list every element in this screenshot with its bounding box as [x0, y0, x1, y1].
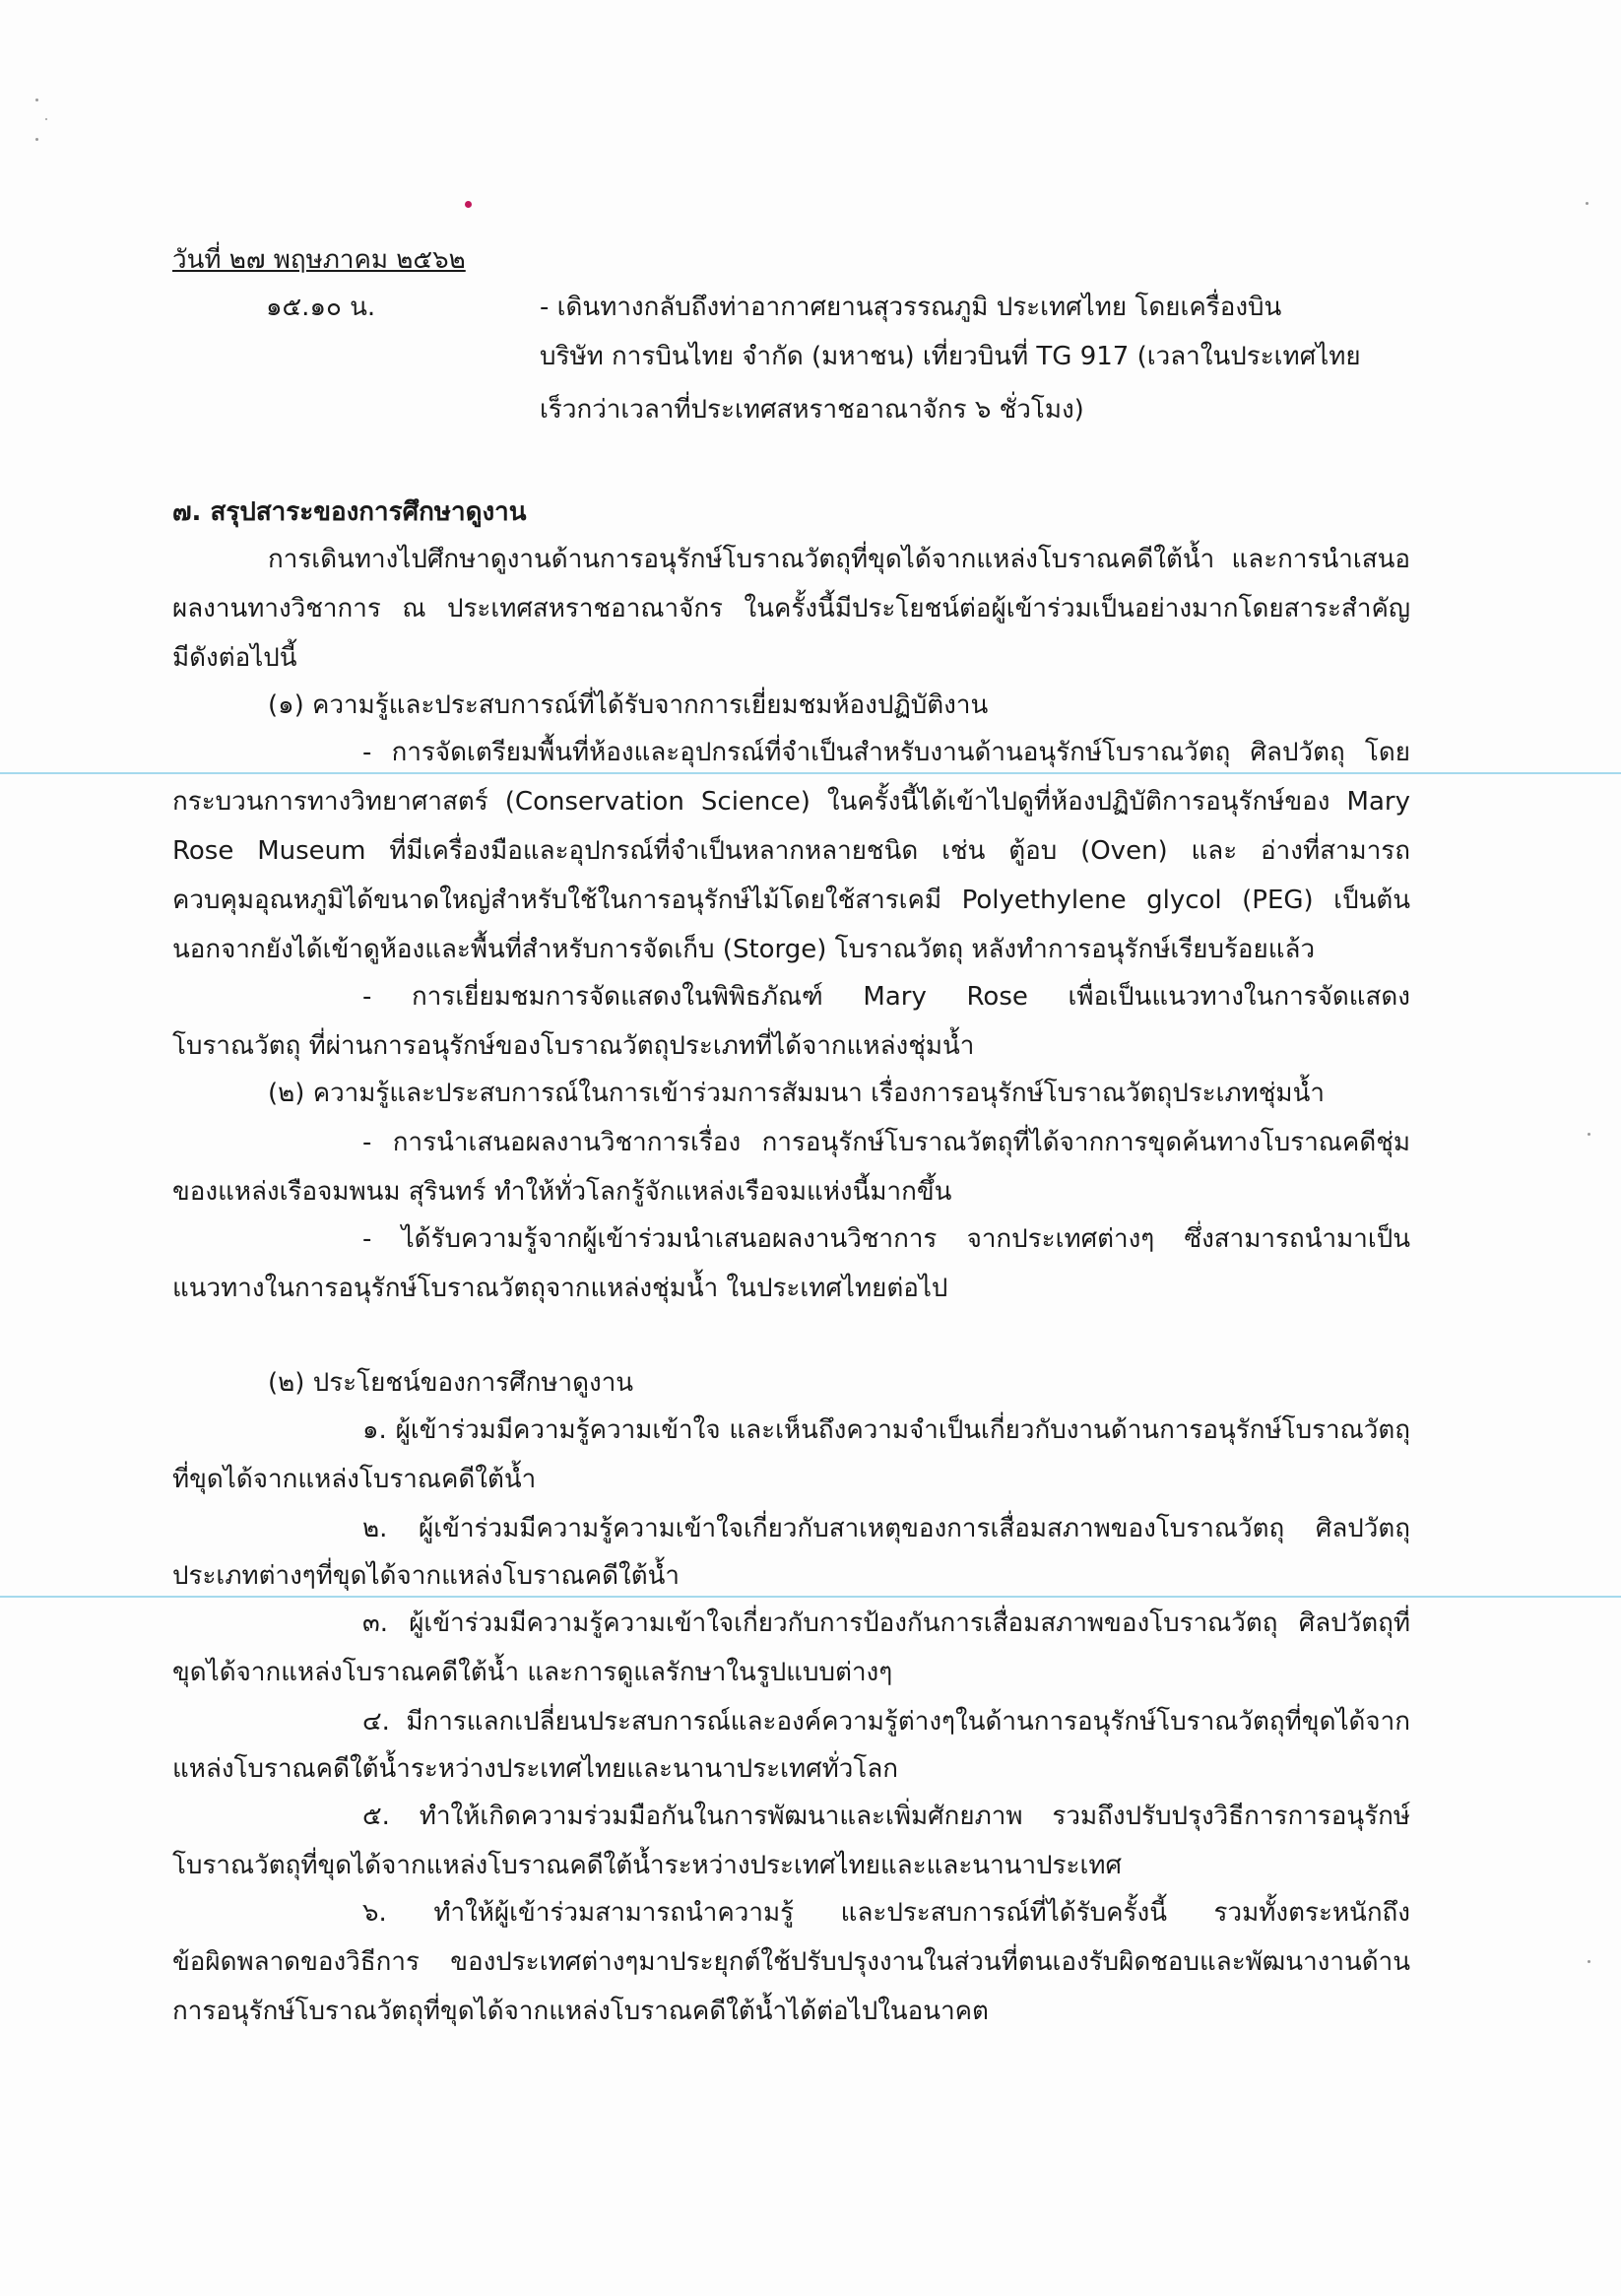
paragraph-line: Rose Museum ที่มีเครื่องมือและอุปกรณ์ที่จำเป็นหลากหลายชนิด เช่น ตู้อบ (Oven) และ อ่างที่สามารถ	[172, 836, 1410, 866]
paragraph-line: - ได้รับความรู้จากผู้เข้าร่วมนำเสนอผลงานวิชาการ จากประเทศต่างๆ ซึ่งสามารถนำมาเป็น	[362, 1224, 1410, 1254]
paragraph-line: ควบคุมอุณหภูมิได้ขนาดใหญ่สำหรับใช้ในการอนุรักษ์ไม้โดยใช้สารเคมี Polyethylene glycol (PEG) เป็นต้น	[172, 886, 1410, 915]
scan-speck	[1588, 1133, 1590, 1136]
schedule-line: - เดินทางกลับถึงท่าอากาศยานสุวรรณภูมิ ประเทศไทย โดยเครื่องบิน	[540, 293, 1282, 322]
date-heading: วันที่ ๒๗ พฤษภาคม ๒๕๖๒	[172, 245, 466, 275]
schedule-line: เร็วกว่าเวลาที่ประเทศสหราชอาณาจักร ๖ ชั่วโมง)	[540, 395, 1084, 425]
scan-speck	[45, 118, 47, 120]
paragraph-line: มีดังต่อไปนี้	[172, 643, 297, 673]
subsection-heading: (๑) ความรู้และประสบการณ์ที่ได้รับจากการเยี่ยมชมห้องปฏิบัติงาน	[268, 690, 989, 720]
paragraph-line: ของแหล่งเรือจมพนม สุรินทร์ ทำให้ทั่วโลกรู้จักแหล่งเรือจมแห่งนี้มากขึ้น	[172, 1177, 952, 1207]
paragraph-line: การเดินทางไปศึกษาดูงานด้านการอนุรักษ์โบราณวัตถุที่ขุดได้จากแหล่งโบราณคดีใต้น้ำ และการนำเสนอ	[268, 545, 1410, 574]
section-heading: ๗. สรุปสาระของการศึกษาดูงาน	[172, 497, 527, 527]
benefit-line: ๑. ผู้เข้าร่วมมีความรู้ความเข้าใจ และเห็นถึงความจำเป็นเกี่ยวกับงานด้านการอนุรักษ์โบราณวัตถุ	[362, 1415, 1410, 1445]
subsection-heading: (๒) ประโยชน์ของการศึกษาดูงาน	[268, 1368, 634, 1398]
benefit-line: ๒. ผู้เข้าร่วมมีความรู้ความเข้าใจเกี่ยวกับสาเหตุของการเสื่อมสภาพของโบราณวัตถุ ศิลปวัตถุ	[362, 1514, 1410, 1543]
scan-speck	[35, 138, 38, 141]
paragraph-line: - การจัดเตรียมพื้นที่ห้องและอุปกรณ์ที่จำเป็นสำหรับงานด้านอนุรักษ์โบราณวัตถุ ศิลปวัตถุ โดย	[362, 738, 1410, 767]
scan-speck	[1586, 202, 1589, 205]
benefit-line: โบราณวัตถุที่ขุดได้จากแหล่งโบราณคดีใต้น้ำระหว่างประเทศไทยและและนานาประเทศ	[172, 1851, 1123, 1880]
schedule-time: ๑๕.๑๐ น.	[266, 293, 376, 322]
paragraph-line: - การเยี่ยมชมการจัดแสดงในพิพิธภัณฑ์ Mary Rose เพื่อเป็นแนวทางในการจัดแสดง	[362, 982, 1410, 1012]
benefit-line: ประเภทต่างๆที่ขุดได้จากแหล่งโบราณคดีใต้น้ำ	[172, 1561, 680, 1591]
paragraph-line: แนวทางในการอนุรักษ์โบราณวัตถุจากแหล่งชุ่มน้ำ ในประเทศไทยต่อไป	[172, 1274, 948, 1303]
paragraph-line: ผลงานทางวิชาการ ณ ประเทศสหราชอาณาจักร ในครั้งนี้มีประโยชน์ต่อผู้เข้าร่วมเป็นอย่างมากโดยสาระสำคัญ	[172, 594, 1410, 623]
benefit-line: ๖. ทำให้ผู้เข้าร่วมสามารถนำความรู้ และประสบการณ์ที่ได้รับครั้งนี้ รวมทั้งตระหนักถึง	[362, 1898, 1410, 1928]
scan-speck	[1588, 1960, 1590, 1963]
benefit-line: ที่ขุดได้จากแหล่งโบราณคดีใต้น้ำ	[172, 1465, 537, 1494]
scan-speck	[35, 98, 38, 101]
paragraph-line: โบราณวัตถุ ที่ผ่านการอนุรักษ์ของโบราณวัตถุประเภทที่ได้จากแหล่งชุ่มน้ำ	[172, 1031, 975, 1061]
schedule-line: บริษัท การบินไทย จำกัด (มหาชน) เที่ยวบินที่ TG 917 (เวลาในประเทศไทย	[540, 342, 1361, 371]
benefit-line: ๕. ทำให้เกิดความร่วมมือกันในการพัฒนาและเพิ่มศักยภาพ รวมถึงปรับปรุงวิธีการการอนุรักษ์	[362, 1802, 1410, 1831]
subsection-heading: (๒) ความรู้และประสบการณ์ในการเข้าร่วมการสัมมนา เรื่องการอนุรักษ์โบราณวัตถุประเภทชุ่มน้ำ	[268, 1079, 1325, 1108]
paragraph-line: กระบวนการทางวิทยาศาสตร์ (Conservation Science) ในครั้งนี้ได้เข้าไปดูที่ห้องปฏิบัติการอนุรักษ์ของ Mary	[172, 787, 1410, 817]
paragraph-line: - การนำเสนอผลงานวิชาการเรื่อง การอนุรักษ์โบราณวัตถุที่ได้จากการขุดค้นทางโบราณคดีชุ่ม	[362, 1128, 1410, 1157]
benefit-line: ข้อผิดพลาดของวิธีการ ของประเทศต่างๆมาประยุกต์ใช้ปรับปรุงงานในส่วนที่ตนเองรับผิดชอบและพัฒนางานด้าน	[172, 1947, 1410, 1977]
ink-dot	[465, 201, 472, 208]
benefit-line: ๓. ผู้เข้าร่วมมีความรู้ความเข้าใจเกี่ยวกับการป้องกันการเสื่อมสภาพของโบราณวัตถุ ศิลปวัตถุที่	[362, 1608, 1410, 1638]
benefit-line: ๔. มีการแลกเปลี่ยนประสบการณ์และองค์ความรู้ต่างๆในด้านการอนุรักษ์โบราณวัตถุที่ขุดได้จาก	[362, 1707, 1410, 1737]
benefit-line: ขุดได้จากแหล่งโบราณคดีใต้น้ำ และการดูแลรักษาในรูปแบบต่างๆ	[172, 1658, 893, 1687]
benefit-line: การอนุรักษ์โบราณวัตถุที่ขุดได้จากแหล่งโบราณคดีใต้น้ำได้ต่อไปในอนาคต	[172, 1997, 989, 2026]
paragraph-line: นอกจากยังได้เข้าดูห้องและพื้นที่สำหรับการจัดเก็บ (Storge) โบราณวัตถุ หลังทำการอนุรักษ์เรียบร้อยแล้ว	[172, 935, 1316, 964]
benefit-line: แหล่งโบราณคดีใต้น้ำระหว่างประเทศไทยและนานาประเทศทั่วโลก	[172, 1754, 899, 1784]
